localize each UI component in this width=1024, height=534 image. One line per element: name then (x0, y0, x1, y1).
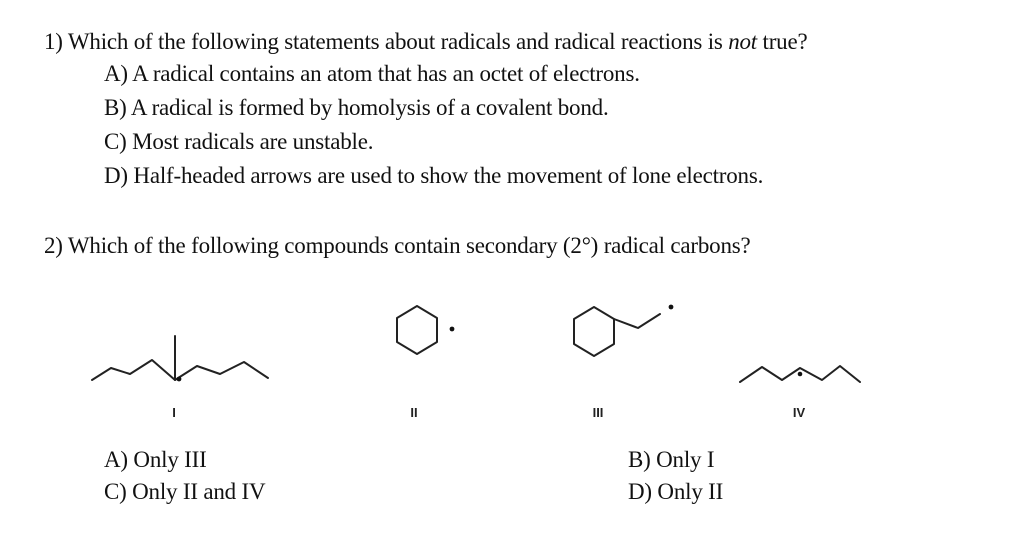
question-1-option-d: D) Half-headed arrows are used to show the movement of lone electrons. (104, 163, 764, 188)
compound-iii-structure (574, 305, 673, 356)
question-2-stem: 2) Which of the following compounds contain secondary (2°) radical carbons? (44, 233, 751, 258)
answer-option-a: A) Only III (104, 447, 207, 472)
compound-iv-structure (740, 366, 860, 382)
compound-label-i: I (172, 405, 176, 420)
radical-dot (177, 377, 182, 382)
question-1-stem-suffix: true? (756, 29, 808, 54)
question-1-emphasis: not (728, 29, 757, 54)
radical-dot (798, 372, 803, 377)
question-1-option-b: B) A radical is formed by homolysis of a covalent bond. (104, 95, 609, 120)
radical-dot (669, 305, 674, 310)
radical-dot (450, 327, 455, 332)
compound-ii-structure (397, 306, 454, 354)
answer-option-d: D) Only II (628, 479, 724, 504)
compound-label-ii: II (410, 405, 418, 420)
compound-i-structure (92, 336, 268, 381)
question-1-option-a: A) A radical contains an atom that has an octet of electrons. (104, 61, 640, 86)
answer-option-b: B) Only I (628, 447, 715, 472)
answer-option-c: C) Only II and IV (104, 479, 266, 504)
compound-label-iii: III (592, 405, 604, 420)
question-1-stem-prefix: 1) Which of the following statements about radicals and radical reactions is (44, 29, 729, 54)
question-1-option-c: C) Most radicals are unstable. (104, 129, 374, 154)
compound-label-iv: IV (792, 405, 806, 420)
